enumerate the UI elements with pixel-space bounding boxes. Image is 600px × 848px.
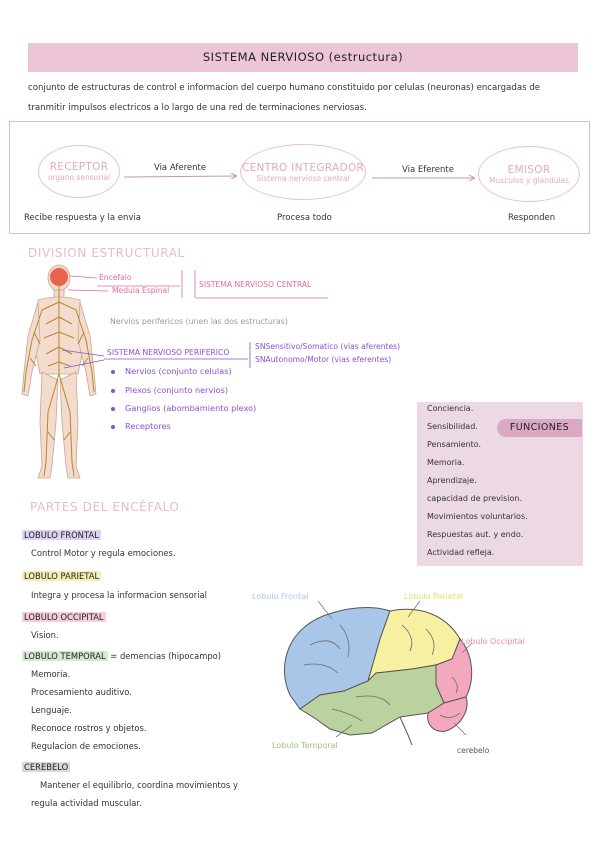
receptor-title: RECEPTOR [49,161,109,173]
medula-label: Medula Espinal [112,286,170,295]
afferent-arrow [124,176,236,177]
cerebelo-line: Mantener el equilibrio, coordina movimientos y [40,780,238,790]
temporal-line: Regulacion de emociones. [31,741,141,751]
list-item: Receptores [111,421,171,431]
function-item: capacidad de prevision. [427,494,523,503]
parietal-label: Lobulo Parietal [404,592,464,601]
frontal-label: Lobulo Frontal [252,592,309,601]
nervios-perifericos-label: Nervios perifericos (unen las dos estructuras) [110,317,288,326]
function-item: Respuestas aut. y endo. [427,530,524,539]
temporal-line: Memoria. [31,669,71,679]
temporal-line: Reconoce rostros y objetos. [31,723,147,733]
function-item: Actividad refleja. [427,548,495,557]
list-item: Plexos (conjunto nervios) [111,385,228,395]
temporal-extra: = demencias (hipocampo) [107,651,222,661]
center-caption: Procesa todo [277,213,332,223]
center-title: CENTRO INTEGRADOR [241,161,365,174]
page-title: SISTEMA NERVIOSO (estructura) [28,43,578,72]
afferent-label: Via Aferente [153,163,207,173]
function-item: Pensamiento. [427,440,482,449]
sns-label: SNSensitivo/Somatico (vias aferentes) [255,342,401,351]
emisor-title: EMISOR [507,163,551,176]
efferent-label: Via Eferente [402,165,454,175]
list-item: Nervios (conjunto celulas) [111,366,232,376]
temporal-label: Lobulo Temporal [272,741,338,750]
cerebelo-label: cerebelo [457,746,490,755]
occipital-heading: LOBULO OCCIPITAL [24,612,104,622]
occipital-text: Vision. [31,630,59,640]
intro-text: conjunto de estructuras de control e informacion del cuerpo humano constituido por celulas (neuronas) encargadas de tranmitir impulsos electricos a lo largo de una red de terminaciones nerviosas. [28,83,541,113]
snc-label: SISTEMA NERVIOSO CENTRAL [199,280,312,289]
receptor-caption: Recibe respuesta y la envia [24,213,141,223]
function-item: Aprendizaje. [427,476,477,485]
temporal-line: Procesamiento auditivo. [31,687,132,697]
flow-arrows [0,0,600,240]
center-sub: Sistema nervioso central [256,173,350,183]
snp-label: SISTEMA NERVIOSO PERIFERICO [107,348,230,357]
parietal-text: Integra y procesa la informacion sensorial [31,590,207,600]
function-item: Movimientos voluntarios. [427,512,528,521]
brain-parts-title: PARTES DEL ENCÉFALO [30,500,180,514]
cerebelo-line: regula actividad muscular. [31,798,142,808]
temporal-line: Lenguaje. [31,705,72,715]
list-item: Ganglios (abombamiento plexo) [111,403,256,413]
temporal-heading-row [22,651,221,661]
occipital-label: Lobulo Occipital [461,637,525,646]
encefalo-label: Encefalo [99,273,132,282]
parietal-heading: LOBULO PARIETAL [24,571,100,581]
receptor-sub: organo sensorial [47,173,111,182]
function-item: Sensibilidad. [427,422,478,431]
temporal-heading: LOBULO TEMPORAL [24,651,106,661]
emisor-sub: Musculos y glandulas [488,175,570,185]
function-item: Memoria. [427,458,465,467]
frontal-text: Control Motor y regula emociones. [31,548,176,558]
function-item: Conciencia. [427,404,474,413]
functions-title: FUNCIONES [497,419,582,437]
cerebelo-heading: CEREBELO [24,762,69,772]
sna-label: SNAutonomo/Motor (vias eferentes) [255,355,392,364]
emisor-caption: Responden [508,213,556,223]
frontal-heading: LOBULO FRONTAL [24,530,99,540]
division-title: DIVISION ESTRUCTURAL [28,246,185,260]
